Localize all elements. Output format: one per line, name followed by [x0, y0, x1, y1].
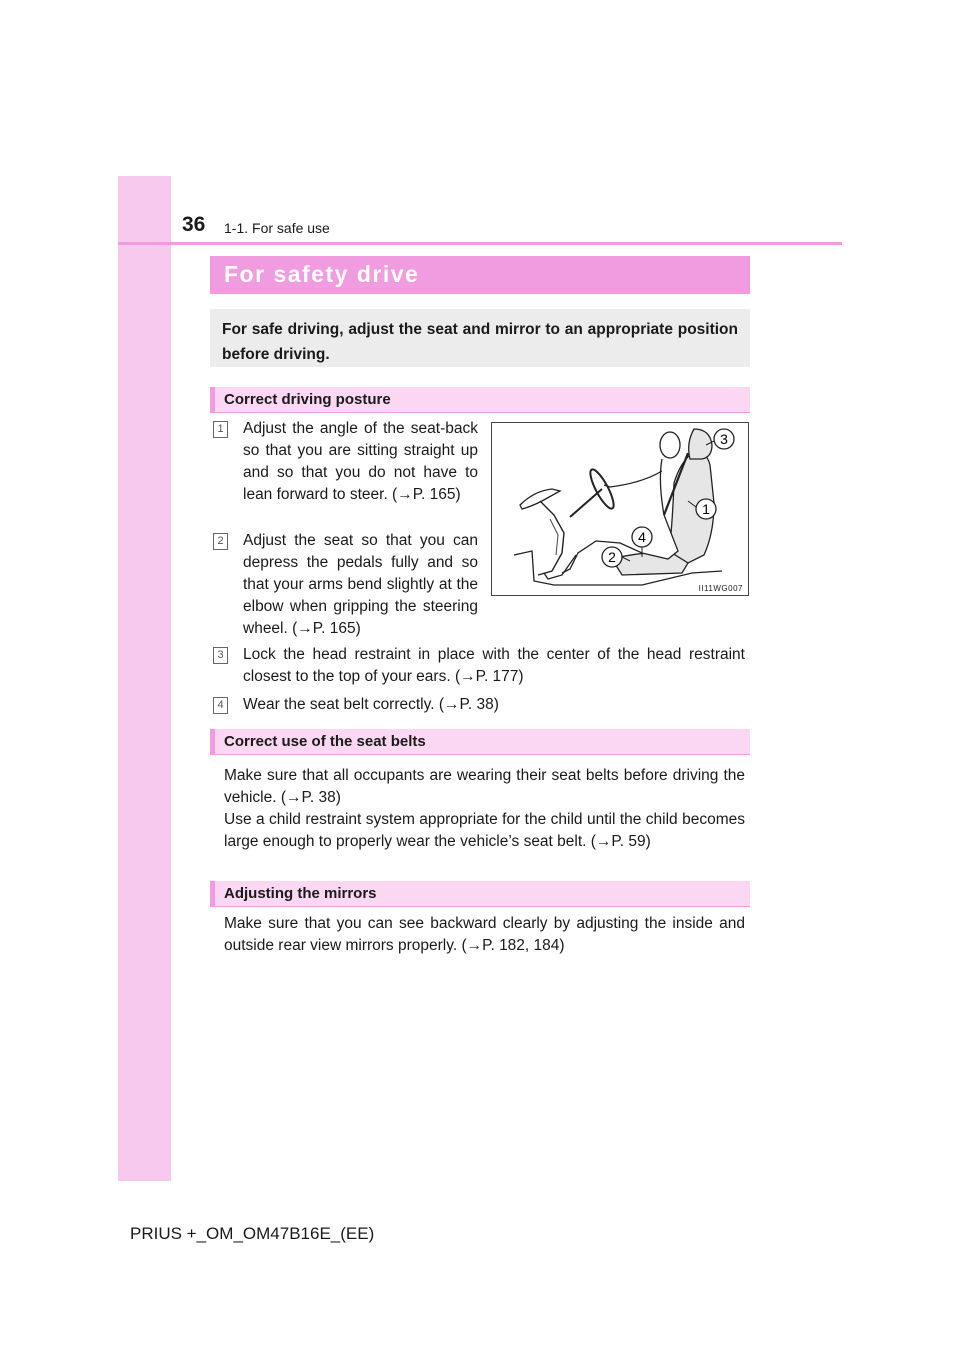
- page-title: For safety drive: [224, 261, 420, 287]
- driving-posture-figure: [491, 422, 749, 596]
- posture-item-4: Wear the seat belt correctly. (→P. 38): [243, 696, 499, 713]
- item-number: 2: [213, 533, 228, 550]
- dashboard-outline: [520, 489, 560, 509]
- subheading-label: Adjusting the mirrors: [224, 885, 377, 902]
- intro-box: [210, 309, 750, 367]
- panel-detail: [550, 519, 558, 555]
- header-divider: [118, 242, 842, 245]
- instrument-panel-outline: [538, 501, 564, 575]
- subheading-label: Correct use of the seat belts: [224, 733, 426, 750]
- subheading-seat-belts: [210, 729, 750, 755]
- side-tab-bar: [118, 176, 171, 1181]
- footer-document-code: PRIUS +_OM_OM47B16E_(EE): [130, 1224, 375, 1243]
- item-number: 1: [213, 421, 228, 438]
- page-number: 36: [182, 213, 206, 236]
- posture-item-2: Adjust the seat so that you can depress the pedals fully and so that your arms bend slightly at the elbow when gripping the steering wheel. (→P. 165): [243, 532, 478, 637]
- page-title-band: [210, 256, 750, 294]
- item-number: 3: [213, 647, 228, 664]
- posture-item-1: Adjust the angle of the seat-back so that you are sitting straight up and so that you do not have to lean forward to steer. (→P. 165): [243, 420, 478, 503]
- seat-belts-paragraph-2: Use a child restraint system appropriate for the child until the child becomes large enough to properly wear the vehicle’s seat belt. (→P. 59): [224, 811, 745, 850]
- mirrors-paragraph: Make sure that you can see backward clearly by adjusting the inside and outside rear view mirrors properly. (→P. 182, 184): [224, 915, 745, 954]
- section-label: 1-1. For safe use: [224, 220, 330, 236]
- svg-text:2: 2: [608, 549, 616, 565]
- driver-head: [660, 432, 680, 458]
- svg-text:4: 4: [638, 529, 646, 545]
- seat-belts-paragraph-1: Make sure that all occupants are wearing their seat belts before driving the vehicle. (→P. 38): [224, 767, 745, 806]
- seat-cushion: [612, 553, 688, 575]
- svg-text:1: 1: [702, 501, 710, 517]
- subheading-driving-posture: [210, 387, 750, 413]
- item-number: 4: [213, 697, 228, 714]
- svg-text:3: 3: [720, 431, 728, 447]
- intro-text: For safe driving, adjust the seat and mirror to an appropriate position before driving.: [222, 321, 738, 363]
- steering-column: [570, 489, 602, 517]
- subheading-mirrors: [210, 881, 750, 907]
- posture-item-3: Lock the head restraint in place with the center of the head restraint closest to the top of your ears. (→P. 177): [243, 646, 745, 685]
- figure-code: II11WG007: [698, 584, 743, 593]
- subheading-label: Correct driving posture: [224, 391, 391, 408]
- driver-seat-illustration: [492, 423, 748, 595]
